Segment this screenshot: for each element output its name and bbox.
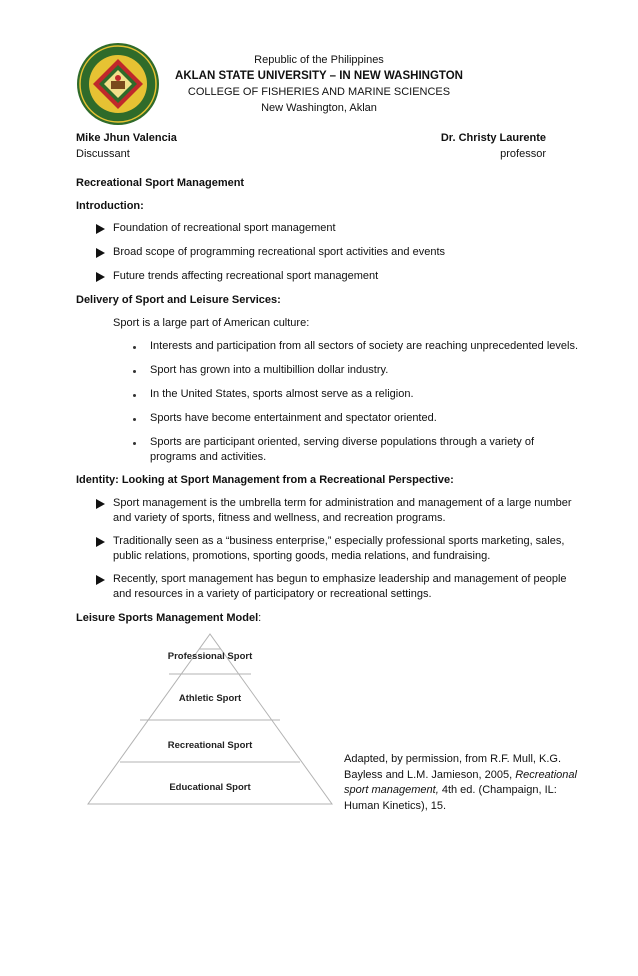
- identity-item-line2: and variety of sports, fitness and wellness, and recreation programs.: [113, 512, 446, 524]
- identity-heading: Identity: Looking at Sport Management from a Recreational Perspective:: [76, 474, 454, 486]
- triangle-bullet-icon: [96, 575, 105, 585]
- dot-bullet-icon: [133, 442, 136, 445]
- delivery-item: Sports are participant oriented, serving diverse populations through a variety of: [150, 436, 534, 448]
- triangle-bullet-icon: [96, 272, 105, 282]
- caption-line-2: Bayless and L.M. Jamieson, 2005, Recreational: [344, 768, 577, 781]
- triangle-bullet-icon: [96, 537, 105, 547]
- model-heading-wrap: [76, 611, 261, 625]
- pyramid-level-educational: Educational Sport: [169, 782, 251, 793]
- header-country: Republic of the Philippines: [254, 54, 384, 66]
- intro-item: Broad scope of programming recreational sport activities and events: [113, 246, 446, 258]
- pyramid-level-athletic: Athletic Sport: [178, 693, 242, 704]
- caption-line-4: Human Kinetics), 15.: [344, 799, 447, 812]
- caption-line-3: sport management, 4th ed. (Champaign, IL:: [344, 784, 557, 796]
- triangle-bullet-icon: [96, 224, 105, 234]
- header-university: AKLAN STATE UNIVERSITY – IN NEW WASHINGTON: [175, 70, 463, 82]
- professor-role: professor: [500, 148, 546, 160]
- model-heading-colon: :: [258, 612, 262, 624]
- intro-heading: Introduction:: [76, 200, 144, 212]
- delivery-heading: Delivery of Sport and Leisure Services:: [76, 294, 281, 306]
- dot-bullet-icon: [133, 394, 136, 397]
- delivery-item: Sports have become entertainment and spectator oriented.: [150, 412, 437, 424]
- model-heading: Leisure Sports Management Model: [76, 612, 259, 624]
- delivery-item: Interests and participation from all sectors of society are reaching unprecedented levels.: [150, 340, 579, 352]
- intro-item: Foundation of recreational sport management: [113, 222, 336, 234]
- identity-item-line1: Recently, sport management has begun to emphasize leadership and management of people: [113, 573, 567, 585]
- identity-item-line1: Traditionally seen as a “business enterprise,” especially professional sports marketing, sales,: [113, 535, 565, 547]
- header-college: COLLEGE OF FISHERIES AND MARINE SCIENCES: [187, 86, 451, 98]
- delivery-item-cont: programs and activities.: [150, 451, 267, 463]
- caption-title-italic: Recreational: [515, 768, 577, 781]
- intro-item: Future trends affecting recreational sport management: [113, 270, 379, 282]
- dot-bullet-icon: [133, 346, 136, 349]
- pyramid-level-professional: Professional Sport: [167, 651, 253, 662]
- discussant-name: Mike Jhun Valencia: [76, 132, 177, 144]
- identity-item-line1: Sport management is the umbrella term for administration and management of a large number: [113, 497, 572, 509]
- professor-name: Dr. Christy Laurente: [440, 132, 546, 144]
- dot-bullet-icon: [133, 370, 136, 373]
- header-location: New Washington, Aklan: [261, 102, 377, 114]
- caption-title-italic-2: sport management,: [344, 784, 439, 796]
- delivery-item: In the United States, sports almost serve as a religion.: [150, 388, 414, 400]
- identity-item-line2: public relations, promotions, sporting goods, media relations, and fundraising.: [113, 550, 491, 562]
- model-caption: [344, 752, 584, 814]
- dot-bullet-icon: [133, 418, 136, 421]
- caption-line-1: Adapted, by permission, from R.F. Mull, K.G.: [344, 753, 562, 765]
- delivery-lead: Sport is a large part of American culture:: [113, 317, 310, 329]
- identity-item-line2: and resources in a variety of participatory or recreational settings.: [113, 588, 432, 600]
- pyramid-level-recreational: Recreational Sport: [167, 740, 253, 751]
- delivery-item: Sport has grown into a multibillion dollar industry.: [150, 364, 389, 376]
- document-title: Recreational Sport Management: [76, 177, 245, 189]
- discussant-role: Discussant: [76, 148, 130, 160]
- triangle-bullet-icon: [96, 248, 105, 258]
- triangle-bullet-icon: [96, 499, 105, 509]
